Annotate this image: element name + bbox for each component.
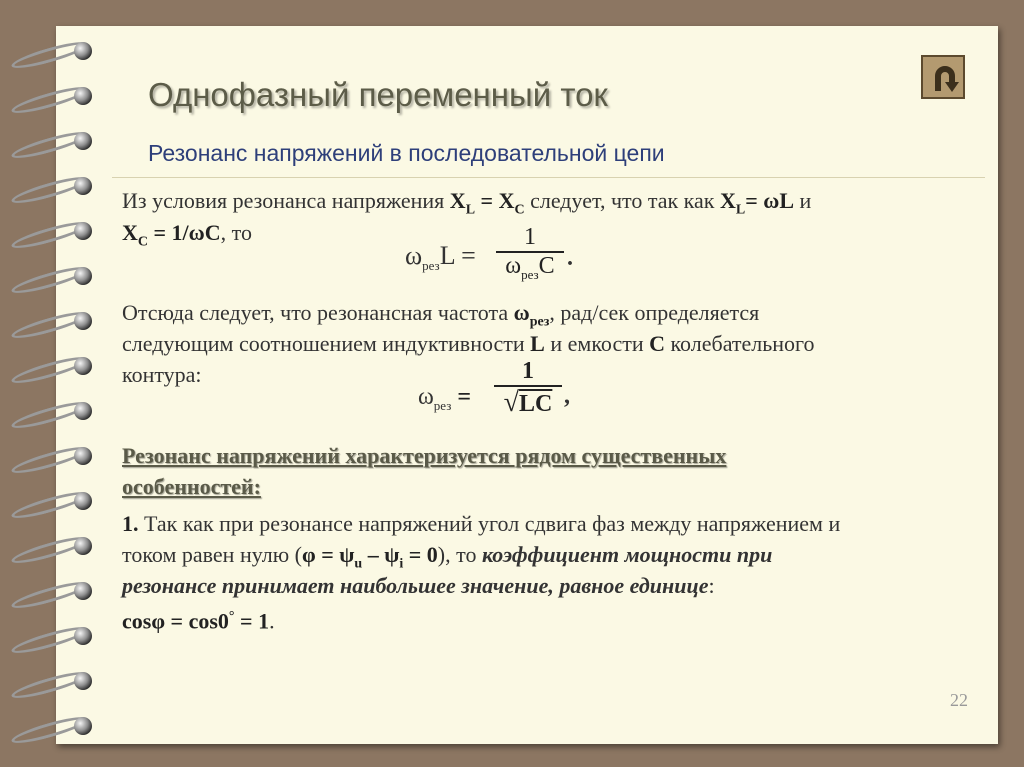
item-1-line-3: резонансе принимает наибольшее значение, равное единице:: [122, 573, 715, 598]
sqrt-icon: √: [503, 386, 520, 418]
divider: [112, 177, 985, 178]
spiral-ring-icon: [6, 355, 102, 377]
features-heading: [122, 440, 726, 502]
item-1-line-1: 1. Так как при резонансе напряжений угол сдвига фаз между напряжением и: [122, 511, 841, 536]
spiral-ring-icon: [6, 625, 102, 647]
spiral-ring-icon: [6, 40, 102, 62]
formula-2-numerator: 1: [522, 358, 534, 384]
spiral-ring-icon: [6, 490, 102, 512]
xc-formula: $X_C = 1/\omega C$: [122, 220, 221, 250]
xl-symbol: $X_L = X_C$: [449, 188, 525, 218]
text: Из условия резонанса напряжения: [122, 188, 450, 213]
formula-1-numerator: 1: [524, 224, 536, 250]
spiral-ring-icon: [6, 220, 102, 242]
page-number: 22: [950, 690, 968, 710]
u-turn-arrow-icon: [927, 61, 963, 97]
slide-subtitle: Резонанс напряжений в последовательной цепи: [148, 140, 665, 166]
text: , то: [220, 220, 252, 245]
slide-title: Однофазный переменный ток: [148, 76, 608, 113]
spiral-ring-icon: [6, 85, 102, 107]
item-1-line-4: cosφ = cos0° = 1.: [122, 608, 275, 634]
return-button[interactable]: [921, 55, 965, 99]
formula-1-fraction: [496, 224, 564, 282]
paragraph-1-line-2: [122, 218, 252, 257]
formula-1-end: .: [567, 245, 573, 271]
spiral-ring-icon: [6, 715, 102, 737]
paragraph-2-line-1: Отсюда следует, что резонансная частота $\omega_{рез}$, рад/сек определяется: [122, 300, 760, 330]
xl-formula: $X_L= \omega L$: [719, 188, 795, 218]
spiral-ring-icon: [6, 580, 102, 602]
spiral-ring-icon: [6, 400, 102, 422]
spiral-ring-icon: [6, 670, 102, 692]
spiral-ring-icon: [6, 445, 102, 467]
spiral-ring-icon: [6, 535, 102, 557]
formula-2-fraction: [494, 358, 562, 419]
paragraph-2-line-2: следующим соотношением индуктивности L и емкости C колебательного: [122, 331, 815, 356]
spiral-ring-icon: [6, 265, 102, 287]
features-heading-line-1: Резонанс напряжений характеризуется рядом существенных: [122, 443, 727, 468]
formula-2-denominator: √LC: [503, 386, 553, 418]
text: и: [794, 188, 812, 213]
spiral-ring-icon: [6, 130, 102, 152]
spiral-ring-icon: [6, 310, 102, 332]
formula-2-lhs: $\omega_{рез}$ =: [418, 384, 472, 413]
spiral-ring-icon: [6, 175, 102, 197]
item-1-line-2: током равен нулю $(\varphi = \psi_u - \psi_i = 0)$, то коэффициент мощности при: [122, 542, 773, 572]
paragraph-2-line-3: контура:: [122, 362, 202, 387]
formula-1-denominator: $\omega_{рез}C$: [505, 252, 555, 282]
formula-2-end: ,: [564, 383, 570, 409]
text: следует, что так как: [524, 188, 720, 213]
formula-1-lhs: $\omega_{рез}L$ =: [405, 241, 476, 274]
features-heading-line-2: особенностей:: [122, 474, 261, 499]
